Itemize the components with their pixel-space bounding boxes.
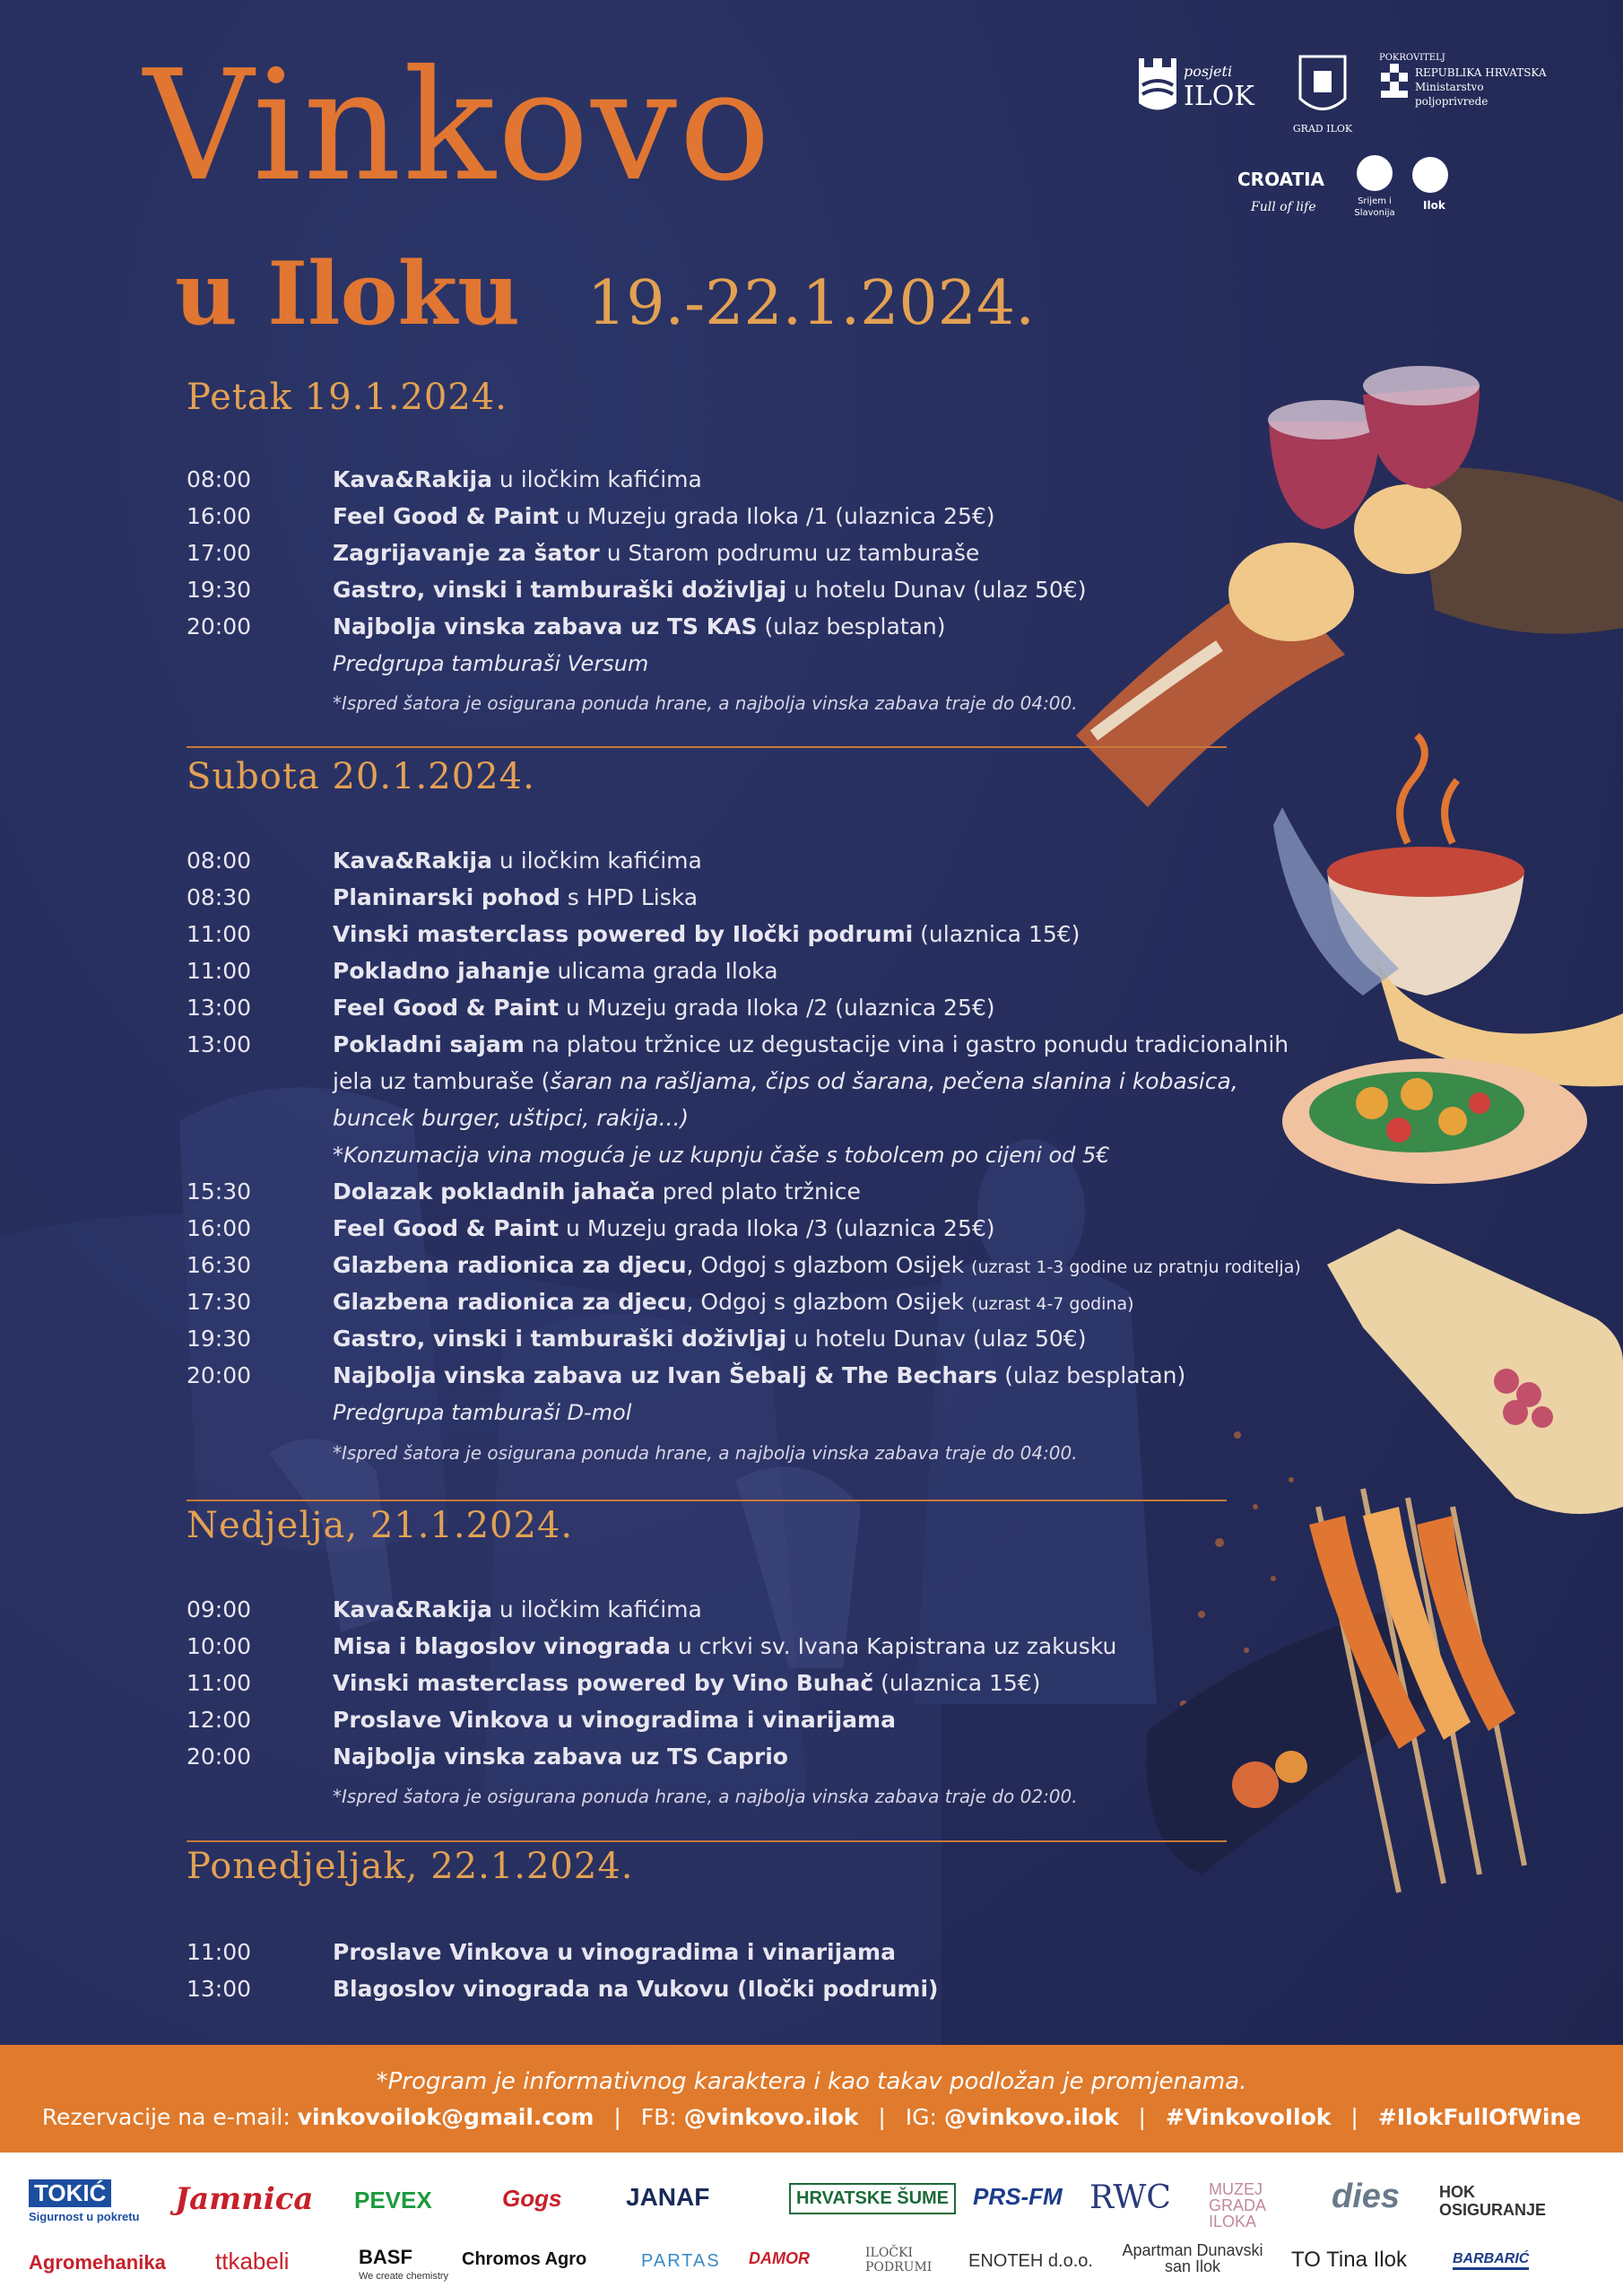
sponsor-logo: ENOTEH d.o.o. — [968, 2251, 1093, 2271]
svg-text:Srijem i: Srijem i — [1358, 196, 1392, 206]
day-heading-monday: Ponedjeljak, 22.1.2024. — [187, 1846, 634, 1887]
svg-text:Ilok: Ilok — [1423, 199, 1445, 212]
srijem-slavonija-logo — [1354, 155, 1394, 218]
sponsor-logo: HOK OSIGURANJE — [1439, 2183, 1547, 2219]
posjeti-ilok-logo — [1139, 58, 1254, 112]
svg-text:posjeti: posjeti — [1184, 63, 1233, 80]
sponsor-logo: RWC — [1089, 2179, 1171, 2216]
sponsor-logo: Agromehanika — [29, 2251, 166, 2274]
svg-text:Slavonija: Slavonija — [1354, 208, 1395, 218]
ilok-small-logo — [1412, 157, 1448, 212]
sponsor-logo: Chromos Agro — [462, 2249, 587, 2269]
sponsor-logo: JANAF — [626, 2183, 710, 2211]
event-subtitle: u Iloku — [175, 243, 520, 344]
event-title: Vinkovo — [143, 38, 773, 215]
sponsor-logo: PARTAS — [641, 2251, 721, 2271]
instagram-handle[interactable]: @vinkovo.ilok — [943, 2104, 1119, 2130]
sponsor-logo: ttkabeli — [215, 2248, 290, 2274]
toast-arms — [1076, 366, 1623, 807]
contact-line: Rezervacije na e-mail: vinkovoilok@gmail.com | FB: @vinkovo.ilok | IG: @vinkovo.ilok | #VinkovoIlok | #IlokFullOfWine — [41, 2104, 1582, 2130]
svg-text:POKROVITELJ: POKROVITELJ — [1379, 53, 1445, 63]
grad-ilok-crest — [1293, 57, 1353, 135]
day-heading-friday: Petak 19.1.2024. — [187, 377, 508, 418]
sponsor-logo: PEVEX — [354, 2187, 432, 2213]
section-divider — [187, 1500, 1227, 1501]
hashtag: #IlokFullOfWine — [1377, 2104, 1582, 2130]
disclaimer: *Program je informativnog karaktera i kao takav podložan je promjenama. — [376, 2068, 1247, 2095]
sponsor-logo: TO Tina Ilok — [1291, 2248, 1407, 2272]
croatia-full-of-life-logo — [1237, 169, 1325, 214]
sponsor-logo: MUZEJ GRADA ILOKA — [1209, 2180, 1266, 2231]
facebook-handle[interactable]: @vinkovo.ilok — [683, 2104, 859, 2130]
partner-logos — [1130, 49, 1596, 229]
food-plate — [1282, 1058, 1587, 1184]
sponsor-logo: PRS-FM — [973, 2183, 1063, 2210]
sponsor-logo: BASF — [359, 2246, 412, 2268]
svg-text:CROATIA: CROATIA — [1237, 169, 1325, 190]
footer-band — [0, 2045, 1623, 2152]
event-dates: 19.-22.1.2024. — [587, 268, 1035, 339]
sponsor-logo: BARBARIĆ — [1453, 2251, 1529, 2270]
sponsor-logo: DAMOR — [749, 2249, 810, 2267]
svg-text:Ministarstvo: Ministarstvo — [1415, 81, 1484, 93]
svg-text:REPUBLIKA HRVATSKA: REPUBLIKA HRVATSKA — [1415, 66, 1547, 79]
sponsor-logo: HRVATSKE ŠUME — [789, 2183, 956, 2214]
ministry-logo — [1379, 53, 1547, 108]
svg-text:poljoprivrede: poljoprivrede — [1415, 95, 1488, 108]
soup-bowl — [1273, 735, 1623, 1086]
svg-text:GRAD ILOK: GRAD ILOK — [1292, 123, 1353, 135]
sponsor-logo: ILOČKI PODRUMI — [865, 2246, 933, 2274]
svg-text:Full of life: Full of life — [1251, 200, 1316, 214]
wine-bottle — [1327, 1229, 1623, 1514]
email-link[interactable]: vinkovoilok@gmail.com — [297, 2104, 595, 2130]
sponsor-tagline: Sigurnost u pokretu — [29, 2210, 140, 2223]
section-divider — [187, 1840, 1227, 1842]
sponsor-strip — [0, 2152, 1623, 2296]
sponsor-tagline: We create chemistry — [359, 2271, 449, 2282]
sponsor-logo: Apartman Dunavski san Ilok — [1122, 2241, 1263, 2275]
sponsor-logo: Jamnica — [175, 2181, 314, 2217]
sponsor-logo: Gogs — [502, 2185, 562, 2212]
day-heading-sunday: Nedjelja, 21.1.2024. — [187, 1505, 574, 1546]
day-heading-saturday: Subota 20.1.2024. — [187, 756, 535, 797]
sponsor-logo: TOKIĆ — [29, 2179, 111, 2207]
fish-skewers — [1147, 1489, 1524, 1892]
hashtag: #VinkovoIlok — [1165, 2104, 1332, 2130]
section-divider — [187, 746, 1227, 748]
sponsor-logo: dies — [1332, 2178, 1401, 2215]
svg-text:ILOK: ILOK — [1184, 81, 1254, 112]
